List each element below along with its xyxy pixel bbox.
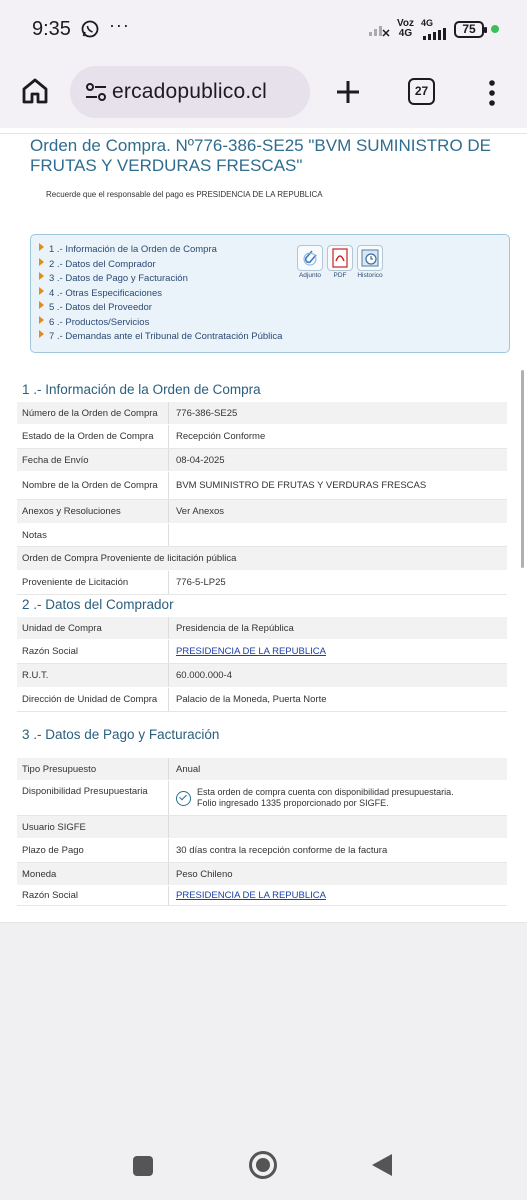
row-value (168, 816, 507, 838)
row-value (168, 781, 507, 815)
view-annexes-link[interactable]: Ver Anexos (168, 500, 507, 523)
row-label: Moneda (22, 868, 57, 880)
row-value (168, 886, 507, 905)
cell-signal: 4G (421, 19, 447, 40)
row-label: Proveniente de Licitación (22, 577, 129, 588)
pdf-icon (327, 245, 353, 271)
divider (0, 133, 527, 134)
row-value: Palacio de la Moneda, Puerta Norte (168, 688, 507, 711)
index-link[interactable]: 7 .- Demandas ante el Tribunal de Contratación Pública (39, 330, 282, 345)
table-row (17, 547, 507, 571)
web-content (0, 128, 527, 922)
arrow-right-icon (39, 330, 44, 338)
section-title-payment: 3 .- Datos de Pago y Facturación (22, 727, 220, 742)
section-index (30, 234, 510, 353)
section-title-order-info: 1 .- Información de la Orden de Compra (22, 382, 261, 397)
table-row (17, 886, 507, 906)
row-label: Plazo de Pago (22, 845, 84, 856)
system-nav-bar (0, 1130, 527, 1200)
table-row (17, 664, 507, 688)
row-label: Anexos y Resoluciones (22, 506, 121, 517)
table-row (17, 571, 507, 595)
row-label: Disponibilidad Presupuestaria (22, 786, 148, 797)
index-link[interactable]: 3 .- Datos de Pago y Facturación (39, 272, 282, 287)
attachment-icon (297, 245, 323, 271)
privacy-indicator (491, 25, 499, 33)
index-link[interactable]: 2 .- Datos del Comprador (39, 258, 282, 273)
scrollbar[interactable] (521, 370, 524, 568)
table-row (17, 640, 507, 664)
table-row (17, 781, 507, 816)
table-row (17, 758, 507, 781)
back-icon[interactable] (372, 1154, 392, 1176)
buyer-table (17, 617, 507, 712)
table-row (17, 816, 507, 839)
attachment-button[interactable]: Adjunto (297, 245, 323, 279)
budget-availability: Esta orden de compra cuenta con disponibilidad presupuestaria. Folio ingresado 1335 proporcionado por SIGFE. (197, 787, 454, 808)
document-actions (297, 245, 383, 279)
row-value (168, 640, 507, 663)
page-title: Orden de Compra. Nº776-386-SE25 "BVM SUMINISTRO DE FRUTAS Y VERDURAS FRESCAS" (30, 136, 492, 175)
row-value: Anual (168, 758, 507, 780)
company-name-link[interactable]: PRESIDENCIA DE LA REPUBLICA (176, 646, 326, 657)
index-link[interactable]: 1 .- Información de la Orden de Compra (39, 243, 282, 258)
row-label: Notas (22, 529, 47, 541)
payment-table (17, 758, 507, 906)
arrow-right-icon (39, 287, 44, 295)
arrow-right-icon (39, 258, 44, 266)
home-button-icon[interactable] (249, 1151, 277, 1179)
cell-signal-icon (421, 28, 447, 40)
index-link[interactable]: 5 .- Datos del Proveedor (39, 301, 282, 316)
table-row (17, 472, 507, 500)
row-label: Usuario SIGFE (22, 821, 86, 833)
row-value: Recepción Conforme (168, 425, 507, 448)
row-value: Peso Chileno (168, 863, 507, 885)
row-label: Nombre de la Orden de Compra (22, 480, 158, 491)
row-value: BVM SUMINISTRO DE FRUTAS Y VERDURAS FRESCAS (168, 472, 507, 499)
whatsapp-icon (81, 20, 99, 38)
payment-reminder: Recuerde que el responsable del pago es PRESIDENCIA DE LA REPUBLICA (46, 190, 323, 199)
url-bar[interactable] (70, 66, 310, 118)
row-label: Tipo Presupuesto (22, 763, 97, 775)
tab-switcher-button[interactable]: 27 (408, 78, 435, 105)
arrow-right-icon (39, 316, 44, 324)
section-title-buyer: 2 .- Datos del Comprador (22, 597, 174, 612)
site-settings-icon[interactable] (82, 78, 110, 106)
row-value: 08-04-2025 (168, 449, 507, 471)
row-value: 776-5-LP25 (168, 571, 507, 594)
arrow-right-icon (39, 243, 44, 251)
index-link[interactable]: 4 .- Otras Especificaciones (39, 287, 282, 302)
status-time: 9:35 (32, 17, 71, 40)
row-label: Unidad de Compra (22, 622, 102, 634)
wifi-off-signal-icon (368, 21, 390, 37)
table-row (17, 839, 507, 863)
row-value: 776-386-SE25 (168, 402, 507, 424)
row-value: Presidencia de la República (168, 617, 507, 639)
order-info-table (17, 402, 507, 595)
row-label: Razón Social (22, 890, 78, 901)
table-row (17, 402, 507, 425)
index-list (39, 243, 282, 345)
row-label: Fecha de Envío (22, 454, 89, 466)
new-tab-icon[interactable] (333, 77, 363, 107)
company-name-link[interactable]: PRESIDENCIA DE LA REPUBLICA (176, 890, 326, 901)
browser-toolbar (0, 58, 527, 128)
more-options-icon[interactable] (482, 78, 502, 108)
row-full-text: Orden de Compra Proveniente de licitación pública (22, 553, 237, 564)
row-label: Dirección de Unidad de Compra (22, 694, 158, 705)
index-link[interactable]: 6 .- Productos/Servicios (39, 316, 282, 331)
history-button[interactable]: Historico (357, 245, 383, 279)
table-row (17, 449, 507, 472)
row-label: Número de la Orden de Compra (22, 407, 158, 419)
arrow-right-icon (39, 301, 44, 309)
row-value: 60.000.000-4 (168, 664, 507, 687)
table-row (17, 425, 507, 449)
table-row (17, 863, 507, 886)
table-row (17, 524, 507, 547)
row-value: 30 días contra la recepción conforme de la factura (168, 839, 507, 862)
recent-apps-icon[interactable] (133, 1156, 153, 1176)
url-text[interactable]: ercadopublico.cl (112, 80, 267, 103)
more-notifications-icon: ··· (108, 14, 130, 35)
status-bar (0, 0, 527, 58)
table-row (17, 617, 507, 640)
arrow-right-icon (39, 272, 44, 280)
row-label: Razón Social (22, 646, 78, 657)
check-circle-icon (176, 791, 191, 806)
row-label: Estado de la Orden de Compra (22, 431, 154, 442)
battery-icon: 75 (454, 21, 484, 38)
row-label: R.U.T. (22, 670, 49, 681)
home-icon[interactable] (20, 76, 50, 106)
history-icon (357, 245, 383, 271)
network-type: Voz 4G (396, 18, 414, 39)
table-row (17, 500, 507, 524)
row-value (168, 524, 507, 546)
table-row (17, 688, 507, 712)
pdf-button[interactable]: PDF (327, 245, 353, 279)
